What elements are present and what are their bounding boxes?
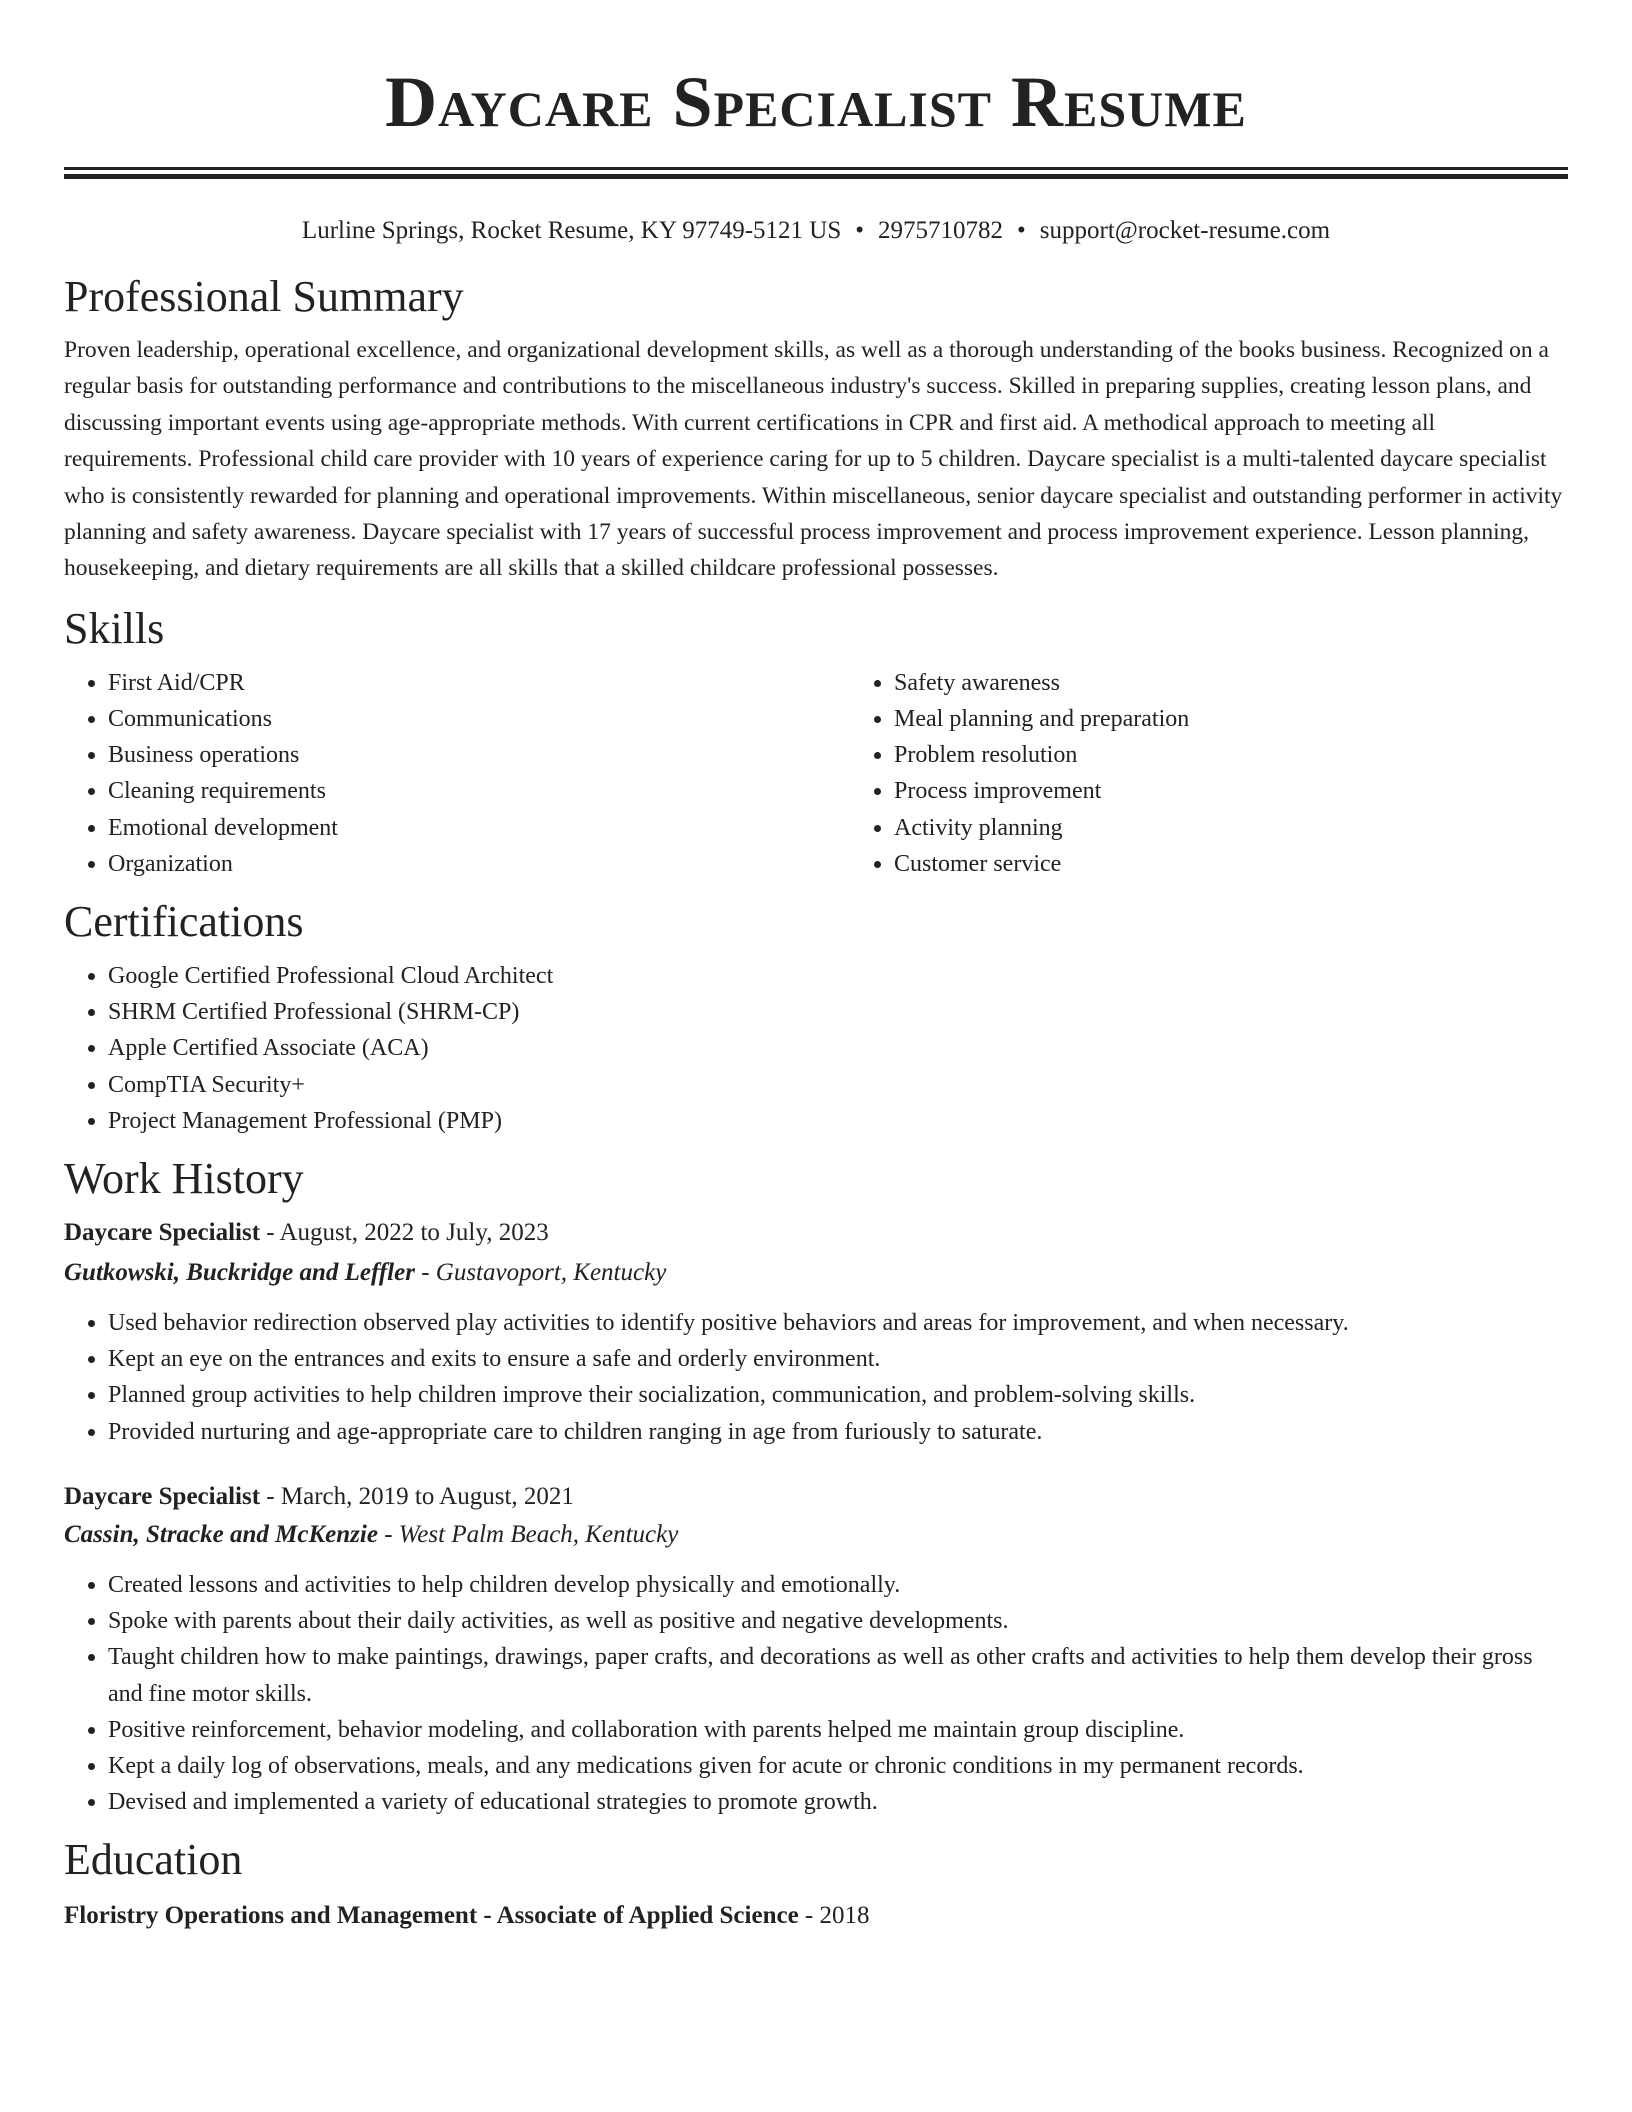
work-history-heading: Work History: [64, 1154, 304, 1204]
education-year: - 2018: [804, 1902, 870, 1930]
skill-item: • Emotional development: [108, 810, 850, 846]
education-degree: Floristry Operations and Management - Associate of Applied Science: [64, 1902, 799, 1930]
job-duty-item: • Devised and implemented a variety of educational strategies to promote growth.: [108, 1784, 1568, 1820]
skill-item: • Meal planning and preparation: [894, 701, 1632, 737]
skill-item: • Process improvement: [894, 773, 1632, 809]
job-duties-list: [64, 1567, 1568, 1820]
contact-separator: •: [1017, 217, 1026, 244]
contact-separator: •: [855, 217, 864, 244]
certification-item: • SHRM Certified Professional (SHRM-CP): [108, 994, 1568, 1030]
certifications-list: [64, 958, 1568, 1139]
skills-heading: Skills: [64, 603, 165, 653]
skills-column-left: [64, 665, 850, 882]
summary-text: Proven leadership, operational excellence, and organizational development skills, as well as a thorough understanding of the books business. Recognized on a regular basis for outstanding performance and contributions to the miscellaneous industry's success. Skilled in preparing supplies, creating lesson plans, and discussing important events using age-appropriate methods. With current certifications in CPR and first aid. A methodical approach to meeting all requirements. Professional child care provider with 10 years of experience caring for up to 5 children. Daycare specialist is a multi-talented daycare specialist who is consistently rewarded for planning and operational improvements. Within miscellaneous, senior daycare specialist and outstanding performer in activity planning and safety awareness. Daycare specialist with 17 years of successful process improvement and process improvement experience. Lesson planning, housekeeping, and dietary requirements are all skills that a skilled childcare professional possesses.: [64, 337, 1563, 582]
skill-item: • Problem resolution: [894, 737, 1632, 773]
job-entry: [64, 1479, 1568, 1820]
contact-line: [64, 215, 1568, 247]
job-duty-item: • Taught children how to make paintings, drawings, paper crafts, and decorations as well as other crafts and activities to help them develop their gross and fine motor skills.: [108, 1639, 1568, 1711]
skill-item: • Organization: [108, 846, 850, 882]
job-dates: - March, 2019 to August, 2021: [266, 1482, 574, 1510]
education-heading: Education: [64, 1835, 243, 1885]
skill-item: • Cleaning requirements: [108, 773, 850, 809]
job-duty-item: • Provided nurturing and age-appropriate care to children ranging in age from furiously to saturate.: [108, 1414, 1568, 1450]
job-title: Daycare Specialist: [64, 1219, 261, 1247]
title-divider: [64, 167, 1568, 179]
job-company-line: [64, 1255, 1568, 1291]
job-title-line: [64, 1479, 1568, 1515]
education-entry: [64, 1898, 1568, 1934]
summary-heading: Professional Summary: [64, 272, 464, 321]
skill-item: • Safety awareness: [894, 665, 1632, 701]
job-duty-item: • Created lessons and activities to help children develop physically and emotionally.: [108, 1567, 1568, 1603]
contact-address: Lurline Springs, Rocket Resume, KY 97749-5121 US: [301, 217, 842, 244]
job-company: Gutkowski, Buckridge and Leffler: [64, 1259, 415, 1287]
job-location: - West Palm Beach, Kentucky: [384, 1520, 679, 1548]
skill-item: • Communications: [108, 701, 850, 737]
job-duty-item: • Spoke with parents about their daily activities, as well as positive and negative developments.: [108, 1603, 1568, 1639]
certification-item: • Google Certified Professional Cloud Architect: [108, 958, 1568, 994]
skills-column-right: [850, 665, 1632, 882]
skill-item: • Business operations: [108, 737, 850, 773]
contact-phone: 2975710782: [878, 217, 1003, 244]
job-company: Cassin, Stracke and McKenzie: [64, 1520, 378, 1548]
job-duty-item: • Planned group activities to help children improve their socialization, communication, and problem-solving skills.: [108, 1377, 1568, 1413]
job-company-line: [64, 1517, 1568, 1553]
job-duty-item: • Positive reinforcement, behavior modeling, and collaboration with parents helped me maintain group discipline.: [108, 1712, 1568, 1748]
certifications-heading: Certifications: [64, 897, 304, 947]
job-title: Daycare Specialist: [64, 1482, 261, 1510]
job-location: - Gustavoport, Kentucky: [421, 1259, 667, 1287]
skill-item: • Customer service: [894, 846, 1632, 882]
skill-item: • Activity planning: [894, 810, 1632, 846]
job-duties-list: [64, 1305, 1568, 1450]
page-title: Daycare Specialist Resume: [385, 62, 1247, 142]
job-duty-item: • Kept a daily log of observations, meals, and any medications given for acute or chronic conditions in my permanent records.: [108, 1748, 1568, 1784]
skill-item: • First Aid/CPR: [108, 665, 850, 701]
job-duty-item: • Kept an eye on the entrances and exits to ensure a safe and orderly environment.: [108, 1341, 1568, 1377]
certification-item: • Project Management Professional (PMP): [108, 1103, 1568, 1139]
contact-email: support@rocket-resume.com: [1039, 217, 1331, 244]
skills-list: [64, 665, 1568, 882]
job-dates: - August, 2022 to July, 2023: [266, 1219, 549, 1247]
certification-item: • CompTIA Security+: [108, 1067, 1568, 1103]
certification-item: • Apple Certified Associate (ACA): [108, 1030, 1568, 1066]
job-title-line: [64, 1215, 1568, 1251]
job-duty-item: • Used behavior redirection observed play activities to identify positive behaviors and areas for improvement, and when necessary.: [108, 1305, 1568, 1341]
job-entry: [64, 1215, 1568, 1450]
